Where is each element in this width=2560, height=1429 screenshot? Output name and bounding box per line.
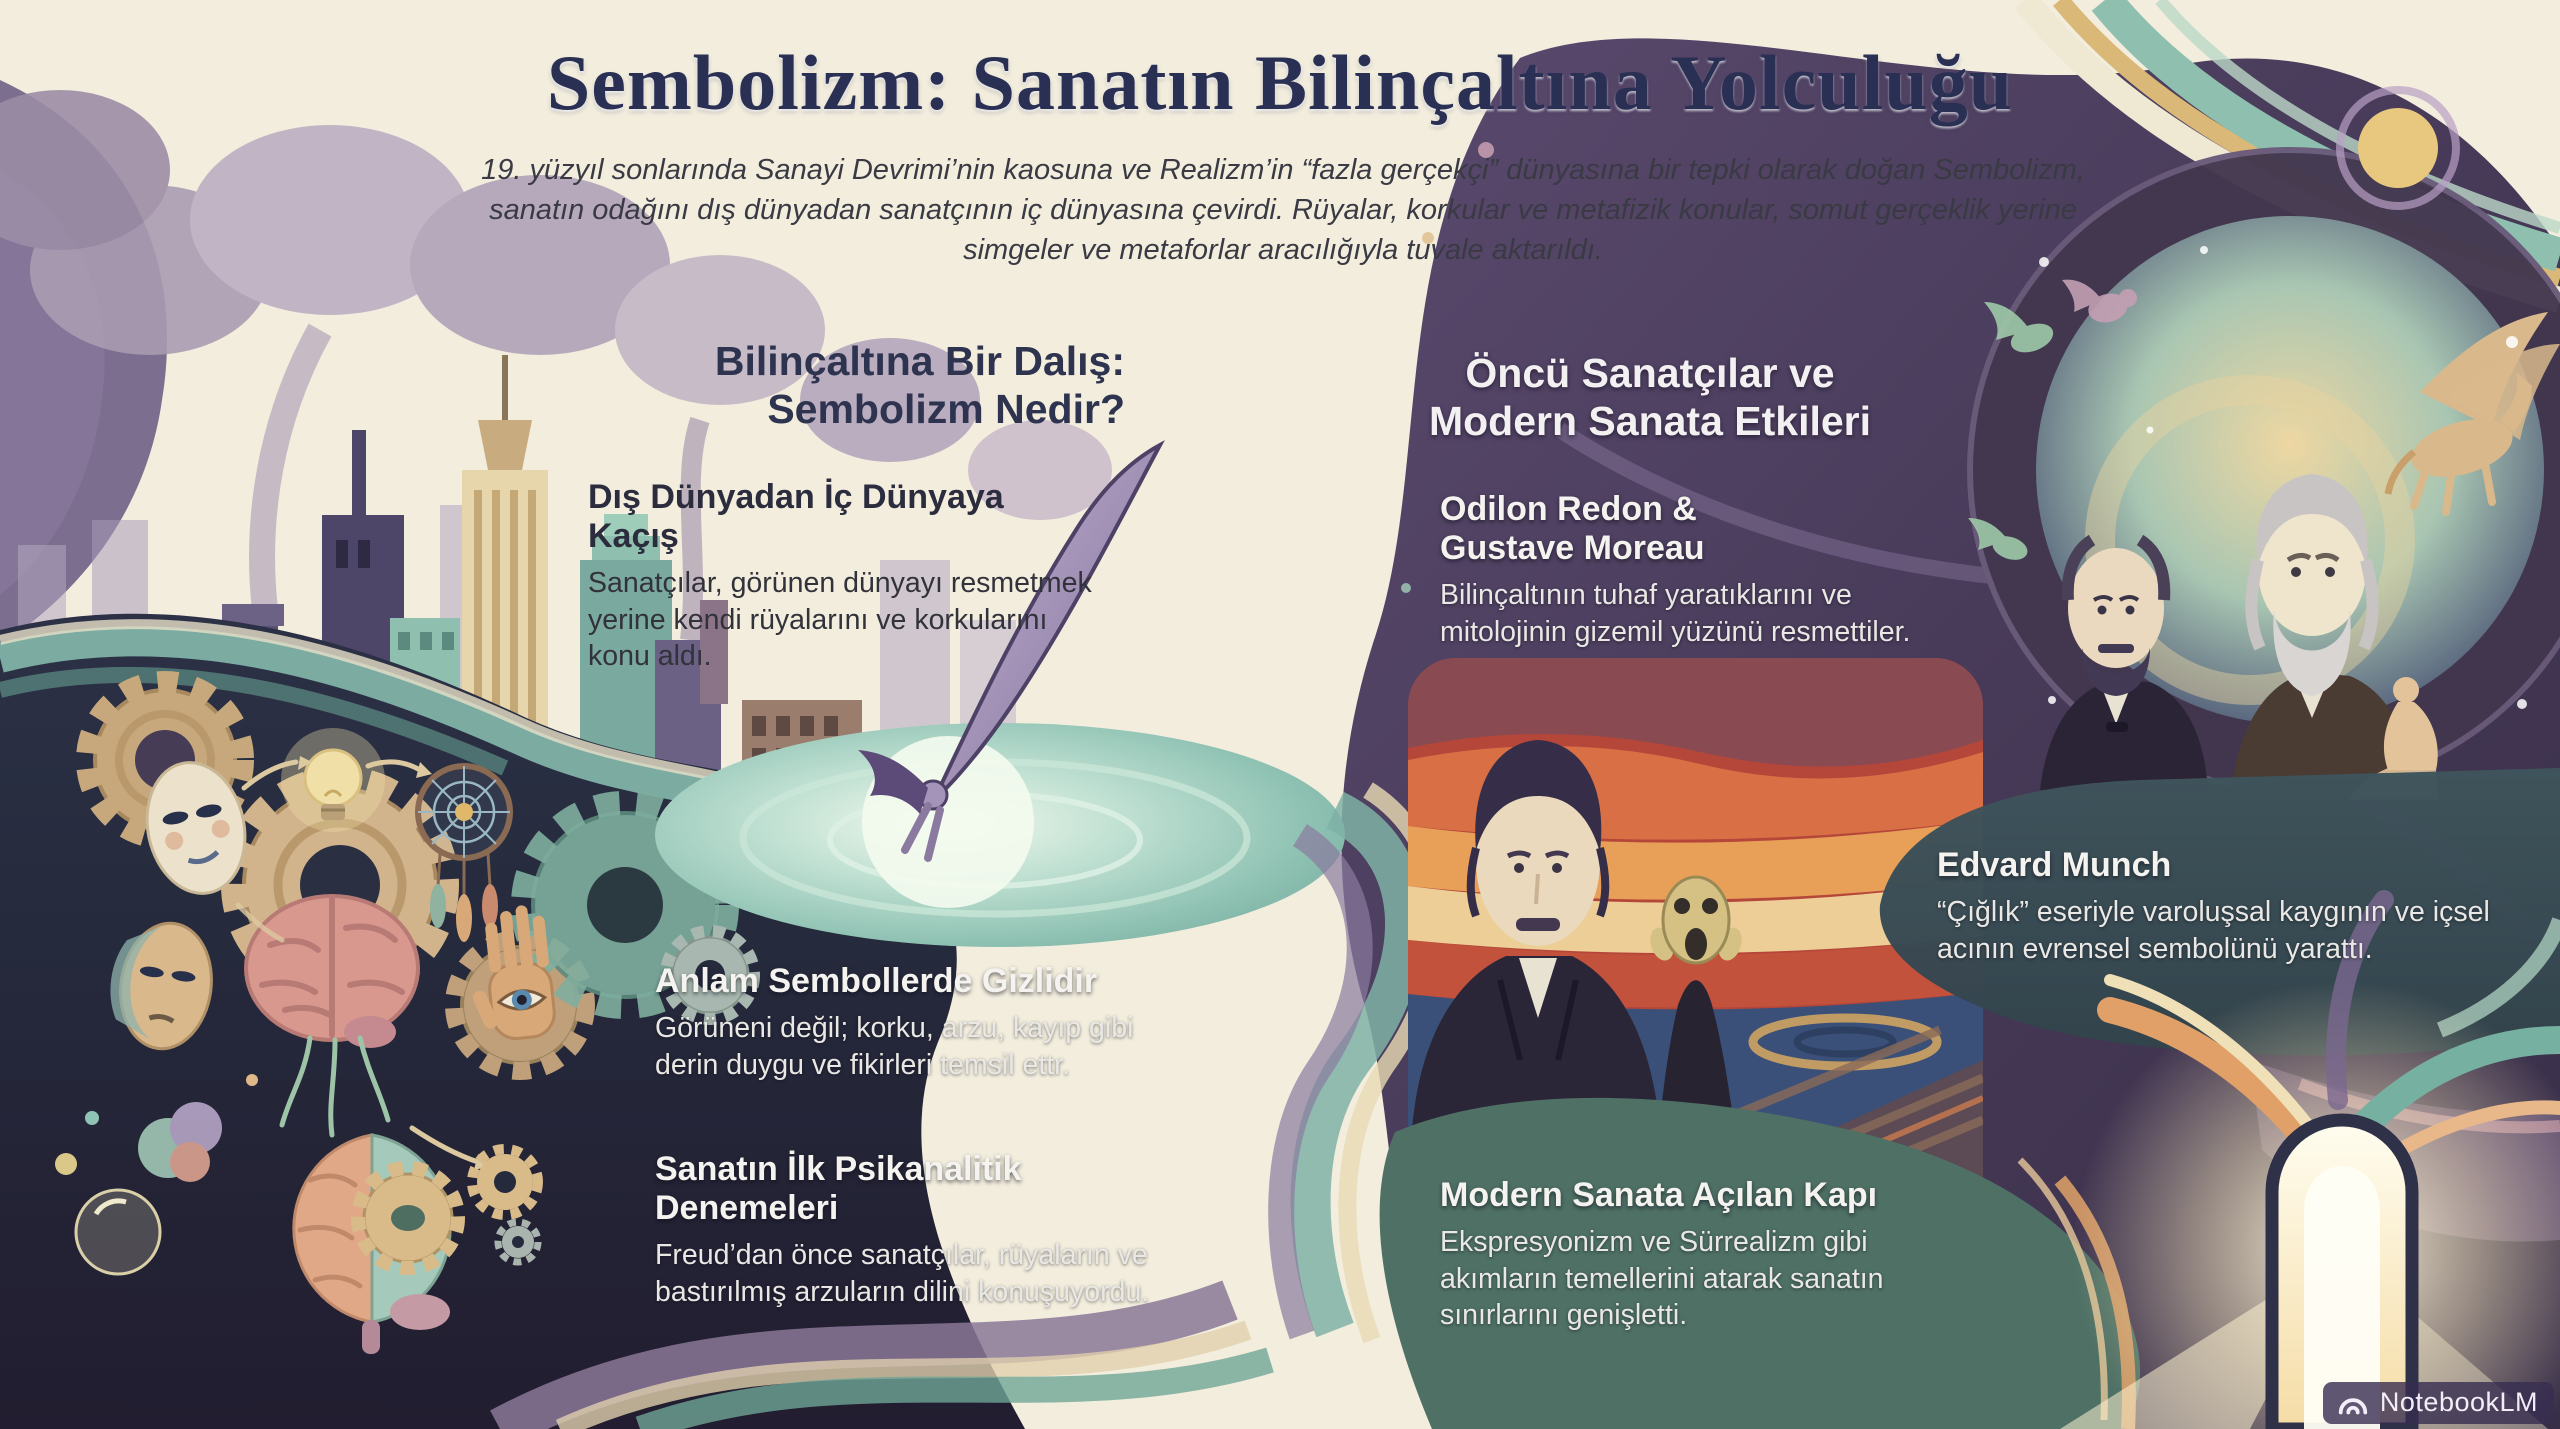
watermark-label: NotebookLM xyxy=(2379,1387,2538,1417)
item-title: Anlam Sembollerde Gizlidir xyxy=(655,962,1098,1000)
right-section-heading xyxy=(1396,350,1904,445)
item-escape-inner-world xyxy=(588,478,1103,675)
item-body: “Çığlık” eseriyle varoluşsal kaygının ve içsel acının evrensel sembolünü yarattı. xyxy=(1937,896,2490,965)
notebooklm-watermark xyxy=(2323,1382,2554,1424)
item-body: Görüneni değil; korku, arzu, kayıp gibi derin duygu ve fikirleri temsil ettr. xyxy=(655,1012,1134,1081)
lightbulb-icon xyxy=(281,728,385,832)
left-heading-line1: Bilinçaltına Bir Dalış: xyxy=(714,338,1125,384)
item-title: Sanatın İlk Psikanalitik Denemeleri xyxy=(655,1150,1022,1228)
item-redon-moreau xyxy=(1440,490,1920,650)
item-body: Freud’dan önce sanatçılar, rüyaların ve bastırılmış arzuların dilini konuşuyordu. xyxy=(655,1239,1150,1308)
left-section-heading xyxy=(638,338,1125,433)
item-body: Bilinçaltının tuhaf yaratıklarını ve mitolojinin gizemil yüzünü resmettiler. xyxy=(1440,579,1911,648)
right-heading-line2: Modern Sanata Etkileri xyxy=(1428,397,1871,444)
right-heading-line1: Öncü Sanatçılar ve xyxy=(1465,350,1835,396)
item-body: Sanatçılar, görünen dünyayı resmetmek yerine kendi rüyalarını ve korkularını konu aldı. xyxy=(588,567,1092,673)
item-title: Dış Dünyadan İç Dünyaya Kaçış xyxy=(588,478,1004,556)
item-door-to-modern-art xyxy=(1440,1176,1940,1334)
item-psychoanalytic-attempts xyxy=(655,1150,1175,1310)
intro-paragraph: 19. yüzyıl sonlarında Sanayi Devrimi’nin kaosuna ve Realizm’in “fazla gerçekçi” dünyasına bir tepki olarak doğan Sembolizm, sanatın odağını dış dünyadan sanatçının iç dünyasına çevirdi. Rüyalar, korkular ve metafizik konular, somut gerçeklik yerine simgeler ve metaforlar aracılığıyla tuvale aktarıldı. xyxy=(481,154,2085,267)
left-heading-line2: Sembolizm Nedir? xyxy=(767,385,1125,432)
item-title: Odilon Redon & Gustave Moreau xyxy=(1440,490,1705,568)
item-title: Modern Sanata Açılan Kapı xyxy=(1440,1176,1878,1214)
page-title: Sembolizm: Sanatın Bilinçaltına Yolculuğu xyxy=(546,39,2014,126)
item-edvard-munch xyxy=(1937,846,2497,967)
item-title: Edvard Munch xyxy=(1937,846,2172,884)
spire xyxy=(352,430,366,520)
item-meaning-in-symbols xyxy=(655,962,1160,1083)
notebooklm-logo-icon xyxy=(2336,1389,2370,1417)
item-body: Ekspresyonizm ve Sürrealizm gibi akımların temellerini atarak sanatın sınırlarını genişletti. xyxy=(1440,1226,1884,1332)
